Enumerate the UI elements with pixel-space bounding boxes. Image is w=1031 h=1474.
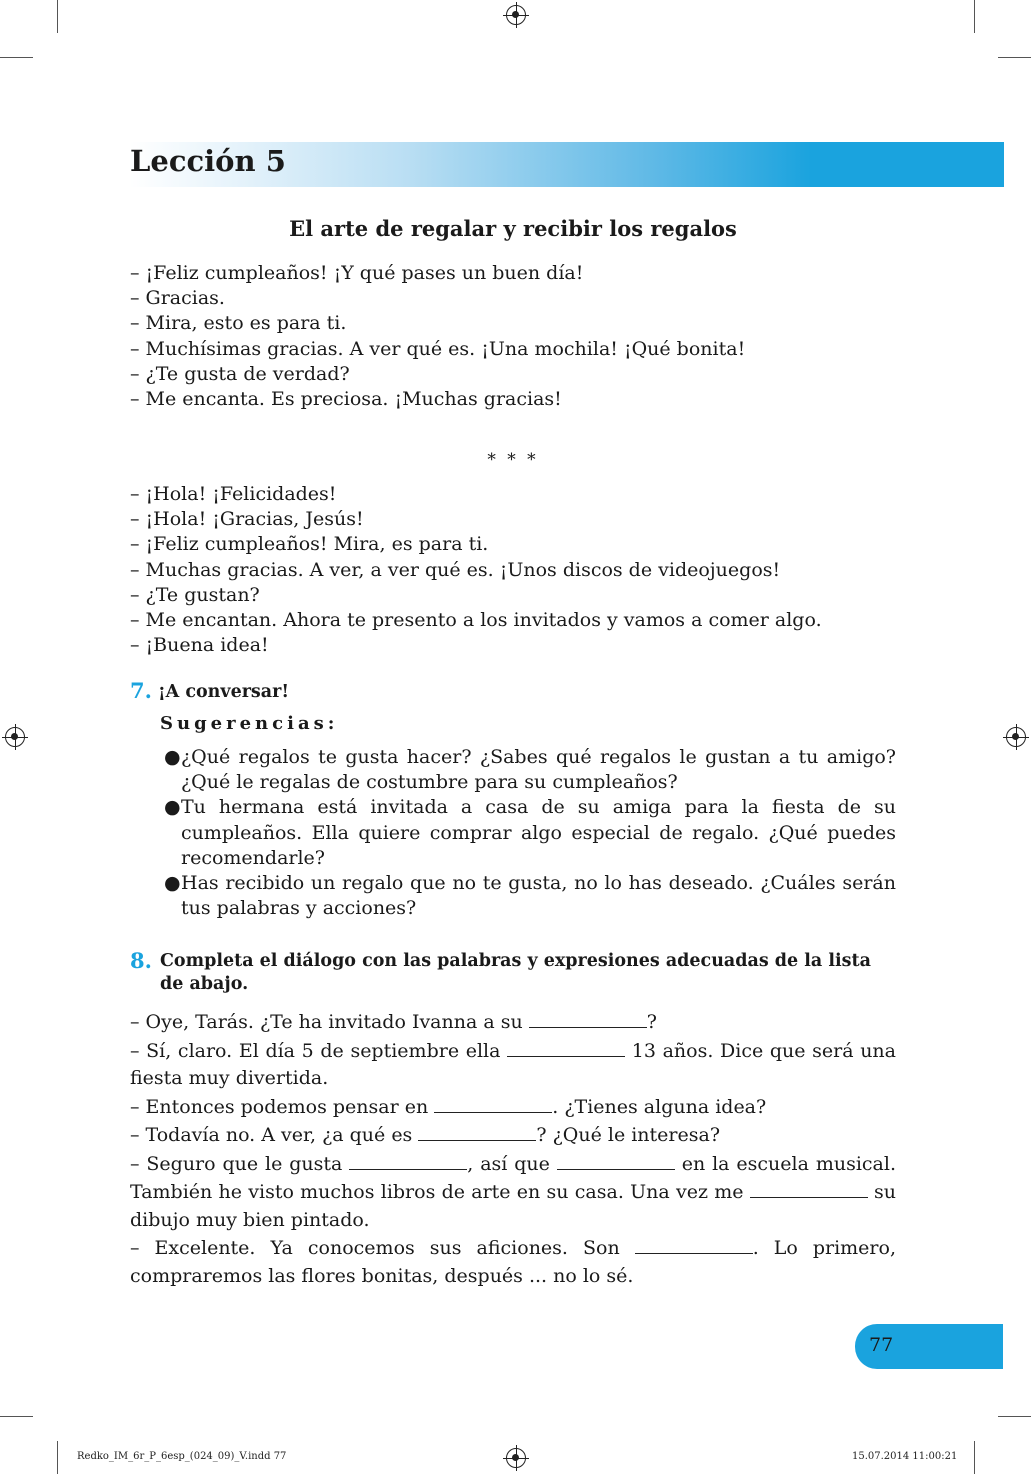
crop-mark — [0, 57, 33, 58]
dialog-line: – ¡Feliz cumpleaños! ¡Y qué pases un buen día! — [130, 262, 584, 284]
answer-blank[interactable] — [434, 1093, 552, 1113]
crop-mark — [57, 1441, 58, 1474]
section-separator: * * * — [487, 450, 539, 470]
answer-blank[interactable] — [557, 1150, 675, 1170]
answer-blank[interactable] — [529, 1008, 647, 1028]
page-number: 77 — [869, 1334, 894, 1356]
dialog-line: – ¡Feliz cumpleaños! Mira, es para ti. — [130, 533, 489, 556]
dialog-line: – Sí, claro. El día 5 de septiembre ella 13 años. Dice que será una fiesta muy divertida. — [130, 1037, 896, 1093]
dialog-line: – ¿Te gusta de verdad? — [130, 362, 350, 385]
dialog-one — [130, 261, 745, 412]
dialog-line: – ¿Te gustan? — [130, 583, 260, 606]
answer-blank[interactable] — [418, 1121, 536, 1141]
reading-title: El arte de regalar y recibir los regalos — [289, 216, 737, 241]
lesson-title: Lección 5 — [130, 144, 286, 178]
bullet-icon: ● — [164, 746, 181, 768]
dialog-line: – Seguro que le gusta , así que en la escuela musical. También he visto muchos libros de arte en su casa. Una vez me su dibujo muy bien pintado. — [130, 1150, 896, 1235]
dialog-line: – Oye, Tarás. ¿Te ha invitado Ivanna a su ? — [130, 1008, 896, 1037]
dialog-line: – ¡Hola! ¡Felicidades! — [130, 483, 337, 505]
bullet-text: Has recibido un regalo que no te gusta, no lo has deseado. ¿Cuáles serán tus palabras y acciones? — [181, 872, 896, 920]
dialog-line: – Me encantan. Ahora te presento a los invitados y vamos a comer algo. — [130, 609, 822, 632]
bullet-text: ¿Qué regalos te gusta hacer? ¿Sabes qué regalos le gustan a tu amigo? ¿Qué le regalas de costumbre para su cumpleaños? — [181, 746, 896, 794]
list-item — [160, 745, 896, 795]
dialog-line: – ¡Hola! ¡Gracias, Jesús! — [130, 508, 364, 531]
answer-blank[interactable] — [750, 1178, 868, 1198]
registration-mark-icon — [506, 5, 526, 25]
crop-mark — [0, 1416, 33, 1417]
list-item — [160, 795, 896, 871]
dialog-two — [130, 482, 822, 658]
dialog-line: – Gracias. — [130, 287, 225, 310]
registration-mark-icon — [506, 1448, 526, 1468]
fill-in-dialog — [130, 1008, 896, 1290]
footer-timestamp: 15.07.2014 11:00:21 — [852, 1451, 958, 1462]
answer-blank[interactable] — [507, 1037, 625, 1057]
exercise-7-title: ¡A conversar! — [158, 682, 290, 702]
dialog-line: – Excelente. Ya conocemos sus aficiones. Son . Lo primero, compraremos las flores bonitas, después ... no lo sé. — [130, 1234, 896, 1290]
suggestions-heading: Sugerencias: — [160, 713, 339, 734]
exercise-8-number: 8. — [130, 948, 152, 973]
crop-mark — [974, 0, 975, 33]
dialog-line: – Me encanta. Es preciosa. ¡Muchas gracias! — [130, 388, 562, 411]
registration-mark-icon — [5, 727, 25, 747]
crop-mark — [998, 1416, 1031, 1417]
dialog-line: – Entonces podemos pensar en . ¿Tienes alguna idea? — [130, 1093, 896, 1122]
dialog-line: – Todavía no. A ver, ¿a qué es ? ¿Qué le interesa? — [130, 1121, 896, 1150]
answer-blank[interactable] — [635, 1234, 753, 1254]
crop-mark — [998, 57, 1031, 58]
exercise-7-number: 7. — [130, 678, 152, 703]
dialog-line: – ¡Buena idea! — [130, 634, 269, 657]
bullet-icon: ● — [164, 872, 181, 895]
footer-filename: Redko_IM_6r_P_6esp_(024_09)_V.indd 77 — [77, 1451, 287, 1462]
crop-mark — [57, 0, 58, 33]
dialog-line: – Mira, esto es para ti. — [130, 312, 347, 335]
suggestions-list — [160, 745, 896, 921]
exercise-8-title: Completa el diálogo con las palabras y expresiones adecuadas de la lista de abajo. — [160, 951, 871, 994]
bullet-icon: ● — [164, 796, 181, 819]
dialog-line: – Muchísimas gracias. A ver qué es. ¡Una mochila! ¡Qué bonita! — [130, 337, 746, 360]
bullet-text: Tu hermana está invitada a casa de su amiga para la fiesta de su cumpleaños. Ella quiere comprar algo especial de regalo. ¿Qué puedes recomendarle? — [181, 796, 896, 869]
crop-mark — [974, 1441, 975, 1474]
registration-mark-icon — [1006, 727, 1026, 747]
dialog-line: – Muchas gracias. A ver, a ver qué es. ¡Unos discos de videojuegos! — [130, 558, 781, 581]
answer-blank[interactable] — [349, 1150, 467, 1170]
list-item — [160, 871, 896, 921]
